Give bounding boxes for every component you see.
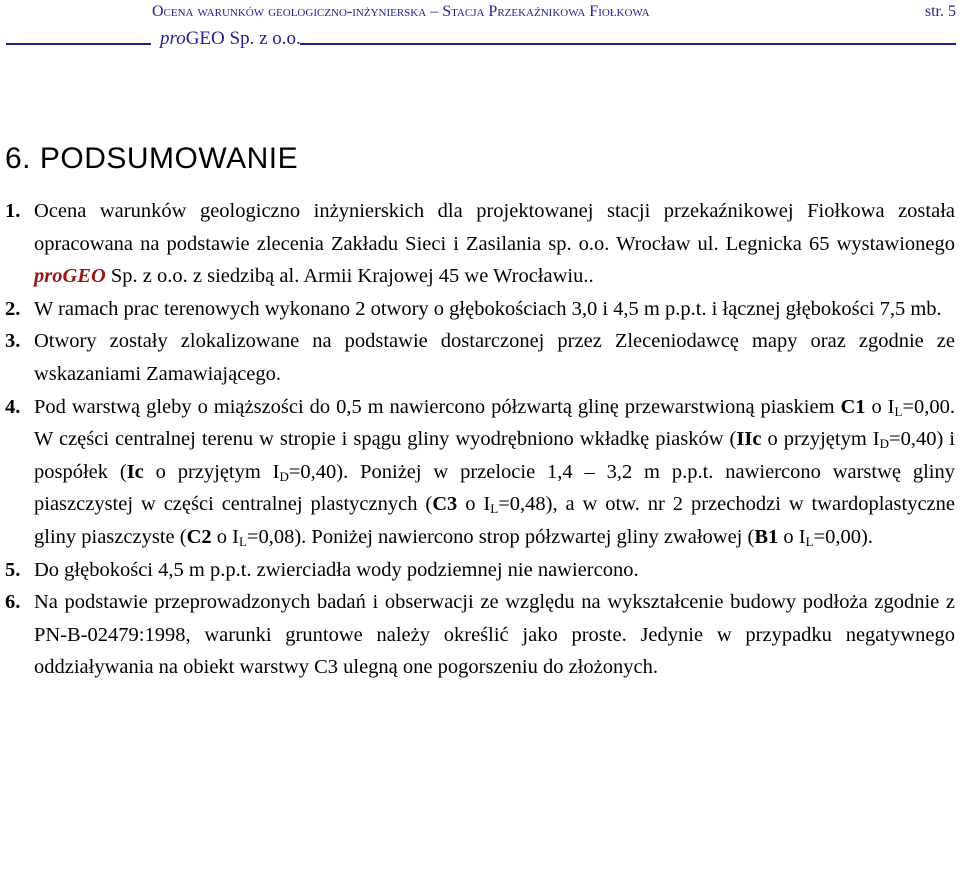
item-text: Na podstawie przeprowadzonych badań i obserwacji ze względu na wykształcenie budowy podłoża zgodnie z PN-B-02479:1998, warunki gruntowe należy określić jako proste. Jedynie w przypadku negatywnego oddziaływania na obiekt warstwy C3 ulegną one pogorszeniu do złożonych. xyxy=(34,591,955,679)
item-text: Pod warstwą gleby o miąższości do 0,5 m nawiercono półzwartą glinę przewarstwioną piaskiem C1 o $I_L=0,00$. W części centralnej terenu w stropie i spągu gliny wyodrębniono wkładkę piasków (IIc o przyjętym $I_D=0,40$) i pospółek (Ic o przyjętym $I_D=0,40$). Poniżej w przelocie 1,4 – 3,2 m p.p.t. nawiercono warstwę gliny piaszczystej w części centralnej plastycznych (C3 o $I_L=0,48$), a w otw. nr 2 przechodzi w twardoplastyczne gliny piaszczyste (C2 o $I_L=0,08$). Poniżej nawiercono strop półzwartej gliny zwałowej (B1 o $I_L=0,00$). xyxy=(34,395,956,549)
header-rule-right xyxy=(300,43,956,45)
list-item xyxy=(5,293,955,326)
page-number: str. 5 xyxy=(924,3,956,20)
item-text: Do głębokości 4,5 m p.p.t. zwierciadła wody podziemnej nie nawiercono. xyxy=(34,558,639,581)
item-number: 1. xyxy=(5,200,21,222)
section-title: 6. PODSUMOWANIE xyxy=(5,142,299,175)
item-text: Otwory zostały zlokalizowane na podstawie dostarczonej przez Zleceniodawcę mapy oraz zgodnie ze wskazaniami Zamawiającego. xyxy=(34,330,955,385)
list-item xyxy=(5,325,955,390)
item-number: 4. xyxy=(5,395,21,418)
header-rule-left xyxy=(6,43,151,45)
list-item xyxy=(5,586,955,684)
brand-name: proGEO xyxy=(34,265,106,288)
item-number: 2. xyxy=(5,297,21,320)
item-number: 6. xyxy=(5,591,21,614)
list-item xyxy=(5,391,955,554)
item-number: 3. xyxy=(5,330,21,353)
summary-list xyxy=(5,195,955,684)
list-item xyxy=(5,195,955,293)
item-number: 5. xyxy=(5,558,21,581)
page-header xyxy=(0,0,960,60)
item-text: Ocena warunków geologiczno inżynierskich dla projektowanej stacji przekaźnikowej Fiołkowa została opracowana na podstawie zlecenia Zakładu Sieci i Zasilania sp. o.o. Wrocław ul. Legnicka 65 wystawionego proGEO Sp. z o.o. z siedzibą al. Armii Krajowej 45 we Wrocławiu.. xyxy=(34,200,955,288)
item-text: W ramach prac terenowych wykonano 2 otwory o głębokościach 3,0 i 4,5 m p.p.t. i łącznej głębokości 7,5 mb. xyxy=(34,297,942,320)
company-name: proGEO Sp. z o.o. xyxy=(160,28,301,49)
document-title: Ocena warunków geologiczno-inżynierska – Stacja Przekaźnikowa Fiołkowa xyxy=(152,3,650,20)
list-item xyxy=(5,554,955,587)
